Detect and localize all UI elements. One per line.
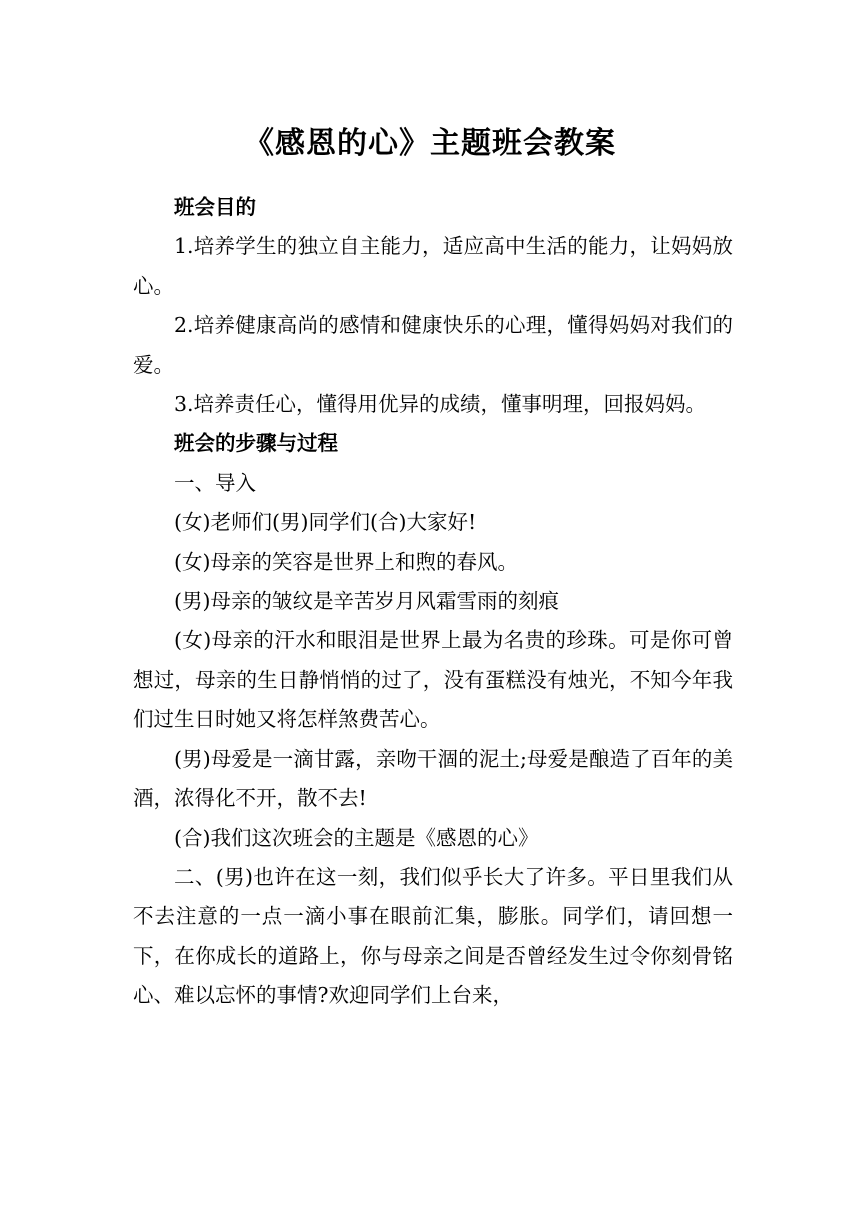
paragraph-wrinkles: (男)母亲的皱纹是辛苦岁月风霜雪雨的刻痕 — [174, 589, 559, 614]
paragraph-greeting: (女)老师们(男)同学们(合)大家好! — [174, 510, 477, 535]
section-heading-purpose: 班会目的 — [174, 195, 256, 219]
document-body — [133, 188, 733, 1016]
section-heading-steps: 班会的步骤与过程 — [174, 431, 338, 456]
paragraph-smile: (女)母亲的笑容是世界上和煦的春风。 — [174, 549, 518, 574]
paragraph-sweat-tears: (女)母亲的汗水和眼泪是世界上最为名贵的珍珠。可是你可曾想过，母亲的生日静悄悄的过了，没有蛋糕没有烛光，不知今年我们过生日时她又将怎样煞费苦心。 — [133, 628, 733, 732]
document-title: 《感恩的心》主题班会教案 — [244, 126, 616, 161]
paragraph-theme: (合)我们这次班会的主题是《感恩的心》 — [174, 825, 539, 850]
paragraph-mothers-love: (男)母爱是一滴甘露，亲吻干涸的泥土;母爱是酿造了百年的美酒，浓得化不开，散不去! — [133, 746, 733, 811]
paragraph-goal-3: 3.培养责任心，懂得用优异的成绩，懂事明理，回报妈妈。 — [174, 392, 707, 417]
paragraph-part-two: 二、(男)也许在这一刻，我们似乎长大了许多。平日里我们从不去注意的一点一滴小事在眼前汇集，膨胀。同学们，请回想一下，在你成长的道路上，你与母亲之间是否曾经发生过令你刻骨铭心、难以忘怀的事情?欢迎同学们上台来， — [133, 864, 733, 1008]
paragraph-intro: 一、导入 — [174, 470, 256, 495]
paragraph-goal-1: 1.培养学生的独立自主能力，适应高中生活的能力，让妈妈放心。 — [133, 234, 733, 298]
paragraph-goal-2: 2.培养健康高尚的感情和健康快乐的心理，懂得妈妈对我们的爱。 — [133, 313, 733, 377]
